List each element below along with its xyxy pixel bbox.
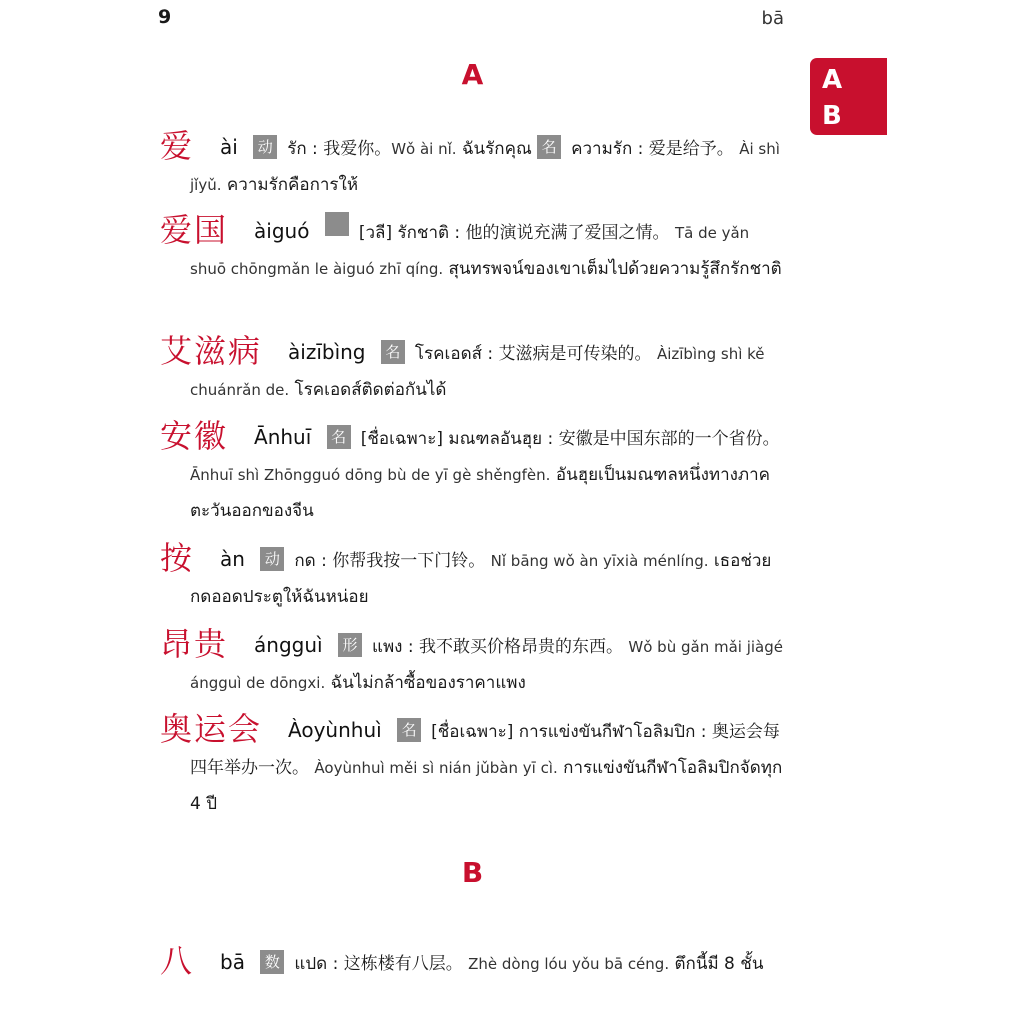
example-pinyin: Wǒ bù gǎn mǎi jiàgé ángguì de dōngxi. [190,638,783,692]
translation: เธอช่วยกดออดประตูให้ฉันหน่อย [190,551,772,607]
example: 安徽是中国东部的一个省份。 [553,429,780,449]
translation: ตึกนี้มี 8 ชั้น [669,954,764,974]
part-of-speech-badge: 形 [338,633,362,657]
translation: โรคเอดส์ติดต่อกันได้ [289,380,447,400]
part-of-speech-badge: 名 [397,718,421,742]
pinyin: Ānhuī [254,425,312,449]
pinyin: bā [220,950,245,974]
dictionary-entry [160,128,785,203]
dictionary-entry [160,943,763,982]
example-pinyin: Wǒ ài nǐ. [391,140,457,158]
part-of-speech-badge: 动 [253,135,277,159]
example-pinyin: Àoyùnhuì měi sì nián jǔbàn yī cì. [314,759,558,777]
headword: 奥运会 [160,710,263,748]
gloss: รัก : [287,139,318,159]
example: 他的演说充满了爱国之情。 [460,223,670,243]
example-pinyin: Tā de yǎn shuō chōngmǎn le àiguó zhī qíng. [190,224,750,278]
headword: 爱 [160,127,195,165]
example-pinyin: Àizībìng shì kě chuánrǎn de. [190,345,765,399]
example: 这栋楼有八层。 [338,954,463,974]
dictionary-entry [160,626,785,701]
dictionary-entry [160,333,785,408]
headword: 八 [160,942,195,980]
pinyin: ángguì [254,633,323,657]
example: 奥运会每四年举办一次。 [190,722,780,778]
pinyin: àiguó [254,219,310,243]
running-head: bā [761,8,784,29]
gloss: [วลี] รักชาติ : [358,223,461,243]
headword: 爱国 [160,211,229,249]
part-of-speech-badge: 动 [260,547,284,571]
pinyin: Àoyùnhuì [288,718,382,742]
gloss: กด : [294,551,327,571]
page-number: 9 [158,6,172,28]
translation: อันฮุยเป็นมณฑลหนึ่งทางภาคตะวันออกของจีน [190,465,771,521]
gloss: [ชื่อเฉพาะ] มณฑลอันฮุย : [360,429,554,449]
pinyin: ài [220,135,238,159]
gloss: โรคเอดส์ : [414,344,494,364]
gloss: แพง : [371,637,414,657]
dictionary-entry [160,711,785,822]
headword: 昂贵 [160,625,229,663]
example: 艾滋病是可传染的。 [493,344,652,364]
thumb-tab-letter-b: B [822,101,842,131]
example-pinyin: Nǐ bāng wǒ àn yīxià ménlíng. [490,552,709,570]
pinyin: àn [220,547,245,571]
part-of-speech-badge: 名 [537,135,561,159]
example: 我不敢买价格昂贵的东西。 [413,637,623,657]
section-heading-b: B [461,856,484,889]
pinyin: àizībìng [288,340,366,364]
headword: 艾滋病 [160,332,263,370]
example: 爱是给予。 [643,139,734,159]
headword: 按 [160,539,195,577]
example-pinyin: Ài shì jǐyǔ. [190,140,780,194]
thumb-tab-letter-a: A [822,65,843,95]
part-of-speech-badge: 名 [327,425,351,449]
translation: ฉันไม่กล้าซื้อของราคาแพง [325,673,526,693]
translation: สุนทรพจน์ของเขาเต็มไปด้วยความรู้สึกรักชาติ [443,259,782,279]
headword: 安徽 [160,417,229,455]
example-pinyin: Zhè dòng lóu yǒu bā céng. [468,955,670,973]
part-of-speech-badge: 名 [381,340,405,364]
translation: ฉันรักคุณ [456,139,532,159]
dictionary-entry [160,540,785,615]
section-heading-a: A [461,58,484,91]
example: 你帮我按一下门铃。 [326,551,486,571]
thumb-index-tab[interactable] [810,58,887,135]
example: 我爱你。 [317,139,392,159]
part-of-speech-badge: 数 [260,950,284,974]
dictionary-entry [160,212,785,287]
example-pinyin: Ānhuī shì Zhōngguó dōng bù de yī gè shěngfèn. [190,466,551,484]
gloss: ความรัก : [571,139,644,159]
part-of-speech-badge [325,212,349,236]
gloss: [ชื่อเฉพาะ] การแข่งขันกีฬาโอลิมปิก : [431,722,707,742]
translation: การแข่งขันกีฬาโอลิมปิกจัดทุก 4 ปี [190,758,783,814]
dictionary-entry [160,418,785,529]
translation: ความรักคือการให้ [221,175,359,195]
gloss: แปด : [294,954,339,974]
